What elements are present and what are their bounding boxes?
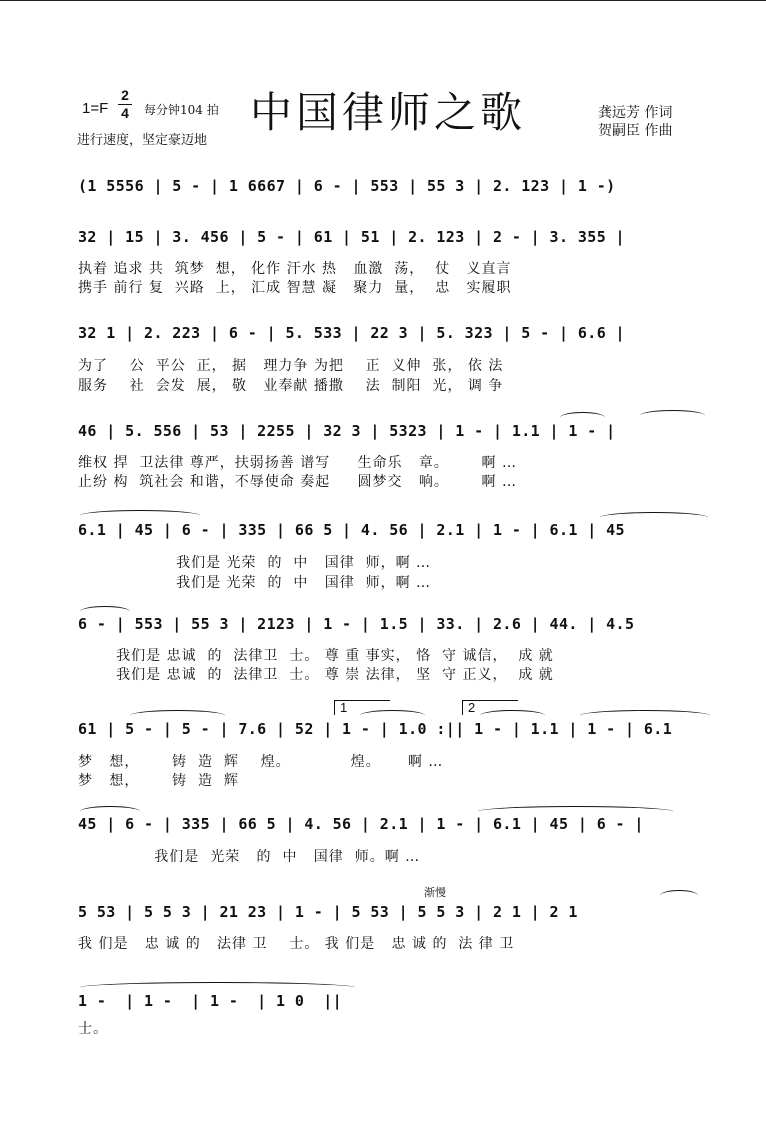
time-signature-top: 2 [121,87,129,103]
score-system-3-lyric-verse2: 服务 社 会发 展， 敬 业奉献 播撒 法 制阳 光， 调 争 [78,378,504,394]
score-system-10-lyric: 士。 [78,1021,108,1037]
slur-mark [80,982,355,993]
score-system-8-notes: 45 | 6 - | 335 | 66 5 | 4. 56 | 2.1 | 1 - | 6.1 | 45 | 6 - | [78,815,644,833]
score-system-2-lyric-verse1: 执着 追求 共 筑梦 想， 化作 汗水 热 血激 荡， 仗 义直言 [78,261,512,277]
score-system-5-lyric-verse2: 我们是 光荣 的 中 国律 师，啊 … [78,575,432,591]
page-top-rule [0,0,766,1]
score-system-6-lyric-verse2: 我们是 忠诚 的 法律卫 士。 尊 崇 法律， 坚 守 正义， 成 就 [78,667,554,683]
slur-mark [478,806,673,817]
song-title: 中国律师之歌 [250,88,527,137]
ritardando-marking: 渐慢 [424,886,446,899]
score-system-5-lyric-verse1: 我们是 光荣 的 中 国律 师，啊 … [78,555,432,571]
time-signature-bottom: 4 [121,105,129,121]
score-system-7-lyric-verse1: 梦 想， 铸 造 辉 煌。 煌。 啊 … [78,754,444,770]
volta-bracket-2: 2 [462,700,518,715]
slur-mark [580,710,710,721]
slur-mark [660,890,698,901]
score-system-9-notes: 5 53 | 5 5 3 | 21 23 | 1 - | 5 53 | 5 5 3 | 2 1 | 2 1 [78,903,578,921]
score-system-7-notes: 61 | 5 - | 5 - | 7.6 | 52 | 1 - | 1.0 :|| 1 - | 1.1 | 1 - | 6.1 [78,720,673,738]
score-system-6-notes: 6 - | 553 | 55 3 | 2123 | 1 - | 1.5 | 33. | 2.6 | 44. | 4.5 [78,615,635,633]
slur-mark [480,710,545,721]
score-system-4-notes: 46 | 5. 556 | 53 | 2255 | 32 3 | 5323 | 1 - | 1.1 | 1 - | [78,422,616,440]
slur-mark [80,510,200,521]
score-system-8-lyric: 我们是 光荣 的 中 国律 师。啊 … [78,849,421,865]
slur-mark [80,606,130,617]
score-system-3-lyric-verse1: 为了 公 平公 正， 据 理力争 为把 正 义伸 张， 依 法 [78,358,504,374]
score-system-4-lyric-verse2: 止纷 构 筑社会 和谐，不辱使命 奏起 圆梦交 响。 啊 … [78,474,518,490]
score-system-6-lyric-verse1: 我们是 忠诚 的 法律卫 士。 尊 重 事实， 恪 守 诚信， 成 就 [78,648,554,664]
score-system-1-notes: (1 5556 | 5 - | 1 6667 | 6 - | 553 | 55 3 | 2. 123 | 1 -) [78,177,616,195]
slur-mark [80,806,140,817]
score-system-2-notes: 32 | 15 | 3. 456 | 5 - | 61 | 51 | 2. 123 | 2 - | 3. 355 | [78,228,625,246]
slur-mark [130,710,225,721]
score-system-2-lyric-verse2: 携手 前行 复 兴路 上， 汇成 智慧 凝 聚力 量， 忠 实履职 [78,280,512,296]
volta-bracket-1: 1 [334,700,390,715]
score-system-5-notes: 6.1 | 45 | 6 - | 335 | 66 5 | 4. 56 | 2.1 | 1 - | 6.1 | 45 [78,521,625,539]
tempo-marking: 每分钟104 拍 [144,103,219,117]
score-system-10-notes: 1 - | 1 - | 1 - | 1 0 || [78,992,343,1010]
slur-mark [360,710,425,721]
key-signature: 1=F [82,100,109,117]
slur-mark [560,412,605,423]
score-system-4-lyric-verse1: 维权 捍 卫法律 尊严，扶弱扬善 谱写 生命乐 章。 啊 … [78,455,518,471]
score-system-7-lyric-verse2: 梦 想， 铸 造 辉 [78,773,239,789]
score-system-9-lyric: 我 们是 忠 诚 的 法律 卫 士。 我 们是 忠 诚 的 法 律 卫 [78,936,515,952]
expression-marking: 进行速度，坚定豪迈地 [77,133,208,148]
slur-mark [600,512,708,523]
lyricist-credit: 龚远芳 作词 [598,105,673,121]
composer-credit: 贺嗣臣 作曲 [598,123,673,139]
score-system-3-notes: 32 1 | 2. 223 | 6 - | 5. 533 | 22 3 | 5. 323 | 5 - | 6.6 | [78,324,625,342]
time-signature [118,88,132,121]
slur-mark [640,410,705,421]
